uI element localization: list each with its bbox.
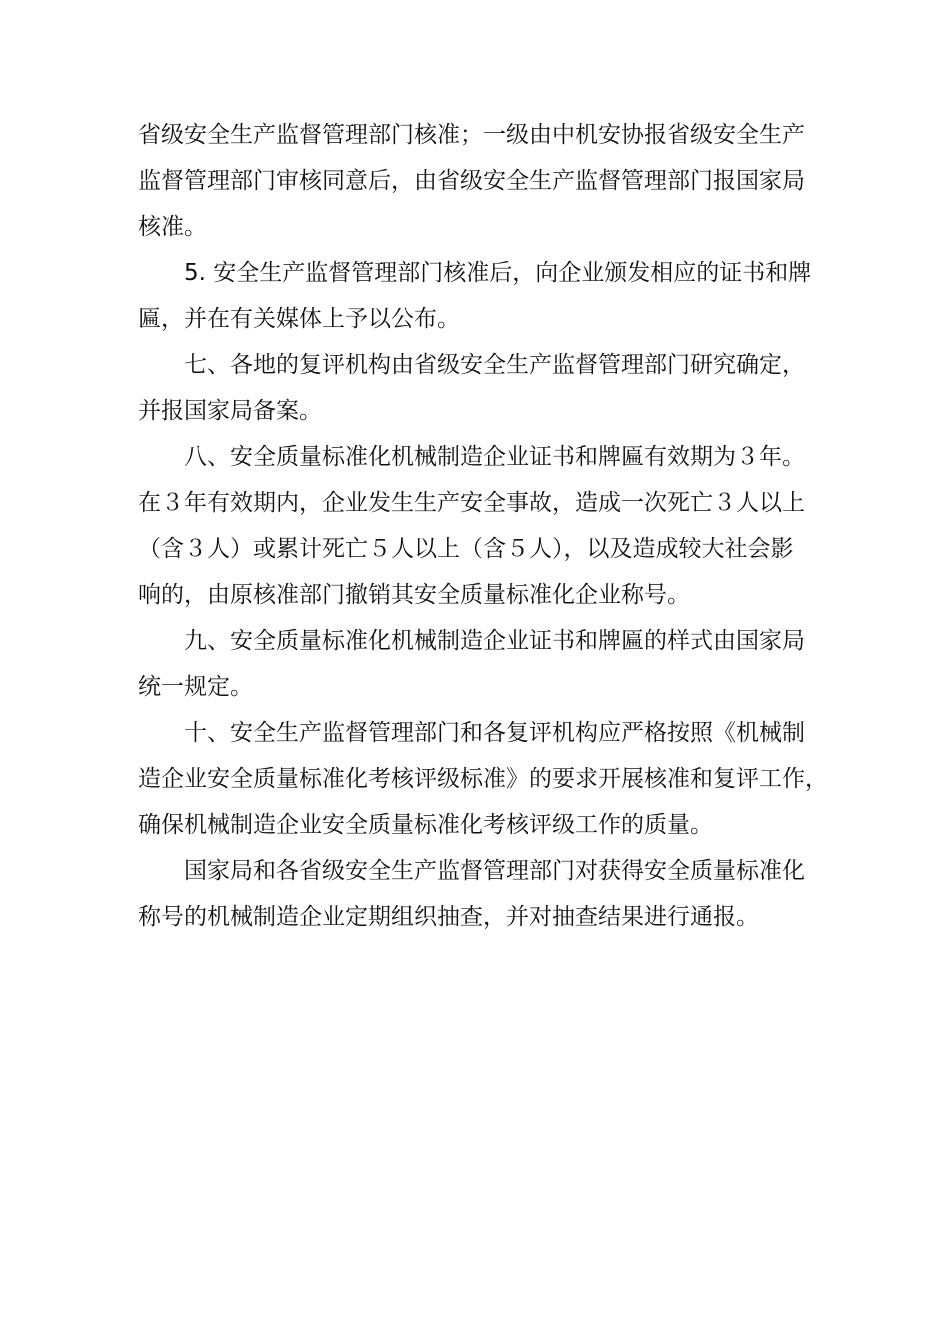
text-line: 并报国家局备案。	[138, 398, 322, 424]
text-line: 省级安全生产监督管理部门核准；一级由中机安协报省级安全生产	[138, 122, 805, 148]
paragraph-section-9	[138, 618, 828, 710]
paragraph-item-5	[138, 250, 828, 342]
document-body	[138, 112, 828, 940]
text-line: 造企业安全质量标准化考核评级标准》的要求开展核准和复评工作，	[138, 766, 828, 792]
text-line: 九、安全质量标准化机械制造企业证书和牌匾的样式由国家局	[184, 628, 805, 654]
text-line: 5. 安全生产监督管理部门核准后，向企业颁发相应的证书和牌	[184, 260, 812, 286]
text-line: 核准。	[138, 214, 207, 240]
text-line: 八、安全质量标准化机械制造企业证书和牌匾有效期为３年。	[184, 444, 805, 470]
text-line: 称号的机械制造企业定期组织抽查，并对抽查结果进行通报。	[138, 904, 759, 930]
text-line: 在３年有效期内，企业发生生产安全事故，造成一次死亡３人以上	[138, 490, 805, 516]
text-line: 十、安全生产监督管理部门和各复评机构应严格按照《机械制	[184, 720, 805, 746]
text-line: 响的，由原核准部门撤销其安全质量标准化企业称号。	[138, 582, 690, 608]
paragraph-section-8	[138, 434, 828, 618]
paragraph-inspection	[138, 848, 828, 940]
text-line: 监督管理部门审核同意后，由省级安全生产监督管理部门报国家局	[138, 168, 805, 194]
text-line: 统一规定。	[138, 674, 253, 700]
text-line: （含３人）或累计死亡５人以上（含５人），以及造成较大社会影	[138, 536, 794, 562]
text-line: 七、各地的复评机构由省级安全生产监督管理部门研究确定，	[184, 352, 805, 378]
text-line: 确保机械制造企业安全质量标准化考核评级工作的质量。	[138, 812, 713, 838]
paragraph-approval-continued	[138, 112, 828, 250]
paragraph-section-7	[138, 342, 828, 434]
text-line: 国家局和各省级安全生产监督管理部门对获得安全质量标准化	[184, 858, 805, 884]
text-line: 匾，并在有关媒体上予以公布。	[138, 306, 460, 332]
paragraph-section-10	[138, 710, 828, 848]
